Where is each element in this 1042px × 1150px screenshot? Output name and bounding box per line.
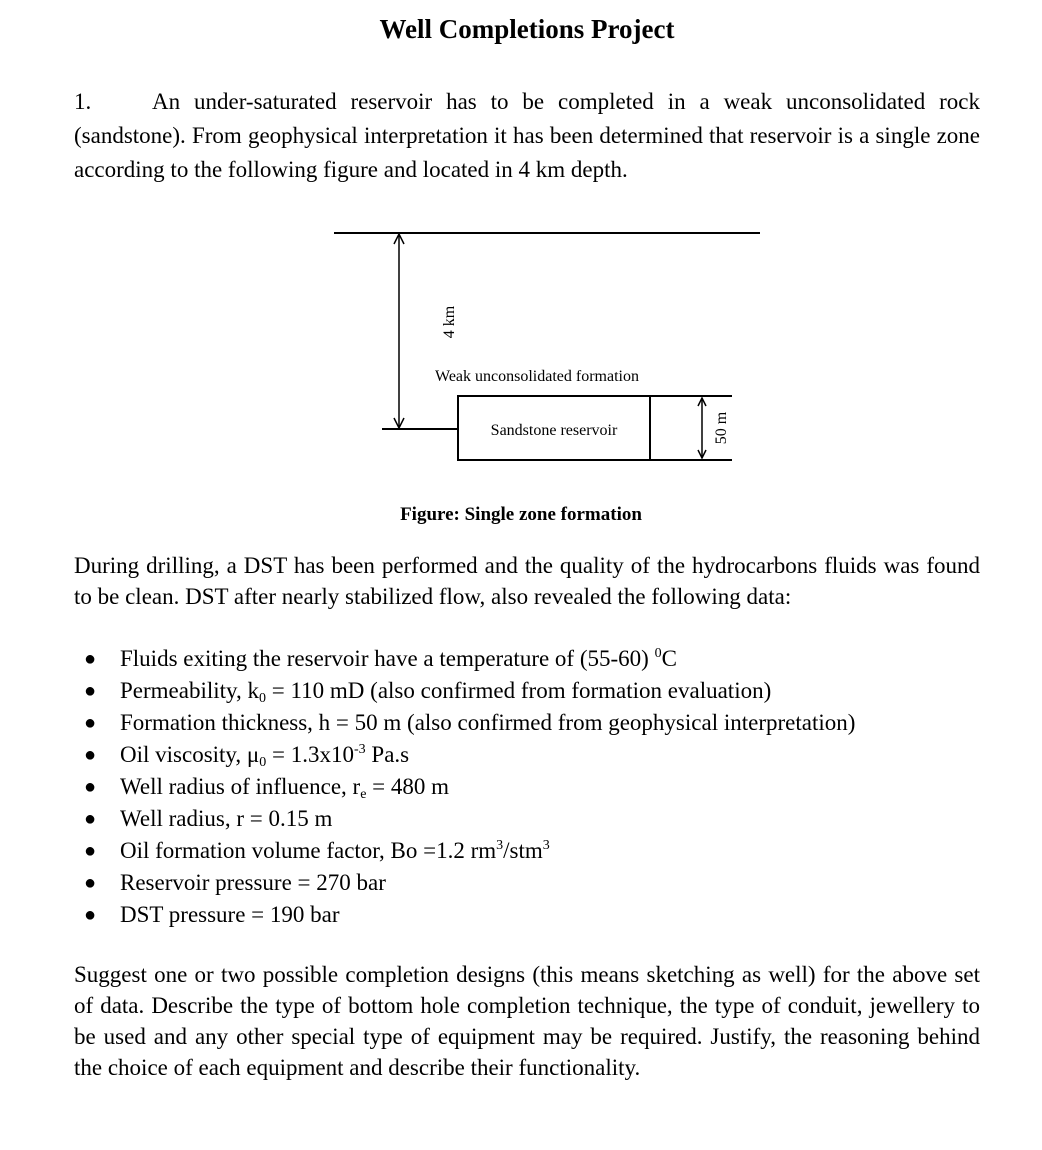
bullet-icon: ● <box>84 904 97 926</box>
list-item-well-radius: ● Well radius, r = 0.15 m <box>74 803 980 835</box>
thickness-label: 50 m <box>713 411 730 445</box>
question-paragraph <box>74 85 980 187</box>
question-text: An under-saturated reservoir has to be completed in a weak unconsolidated rock (sandstone). From geophysical interpretation it has been determined that reservoir is a single zone according to the following figure and located in 4 km depth. <box>74 89 980 182</box>
dst-data-list <box>74 643 980 931</box>
page-title: Well Completions Project <box>379 14 675 44</box>
question-number: 1. <box>74 89 92 114</box>
list-item-thickness: ● Formation thickness, h = 50 m (also confirmed from geophysical interpretation) <box>74 707 980 739</box>
single-zone-formation-figure <box>334 220 774 470</box>
list-item-radius-of-influence: ● Well radius of influence, $r_e = 480$ m <box>74 771 980 803</box>
bullet-icon: ● <box>84 744 97 766</box>
bullet-icon: ● <box>84 776 97 798</box>
list-item-reservoir-pressure: ● Reservoir pressure = 270 bar <box>74 867 980 899</box>
bullet-icon: ● <box>84 712 97 734</box>
list-item-viscosity: ● Oil viscosity, $\mu_0 = 1.3x10^{-3}$ Pa.s <box>74 739 980 771</box>
formation-label: Weak unconsolidated formation <box>435 368 639 385</box>
bullet-icon: ● <box>84 840 97 862</box>
bullet-icon: ● <box>84 680 97 702</box>
list-item-volume-factor: ● Oil formation volume factor, Bo =1.2 $rm^3/stm^3$ <box>74 835 980 867</box>
dst-paragraph: During drilling, a DST has been performed and the quality of the hydrocarbons fluids was found to be clean. DST after nearly stabilized flow, also revealed the following data: <box>74 553 980 609</box>
reservoir-label: Sandstone reservoir <box>490 422 618 439</box>
bullet-icon: ● <box>84 648 97 670</box>
list-item-dst-pressure: ● DST pressure = 190 bar <box>74 899 980 931</box>
bullet-icon: ● <box>84 872 97 894</box>
list-item-permeability: ● Permeability, $k_0 = 110$ mD (also confirmed from formation evaluation) <box>74 675 980 707</box>
list-item-temperature: ● Fluids exiting the reservoir have a temperature of (55-60) $^0$C <box>74 643 980 675</box>
figure-caption: Figure: Single zone formation <box>400 504 642 525</box>
suggestion-paragraph: Suggest one or two possible completion designs (this means sketching as well) for the above set of data. Describe the type of bottom hole completion technique, the type of conduit, jewellery to be used and any other special type of equipment may be required. Justify, the reasoning behind the choice of each equipment and describe their functionality. <box>74 962 980 1080</box>
depth-label: 4 km <box>441 305 458 339</box>
document-page <box>74 0 980 1150</box>
bullet-icon: ● <box>84 808 97 830</box>
